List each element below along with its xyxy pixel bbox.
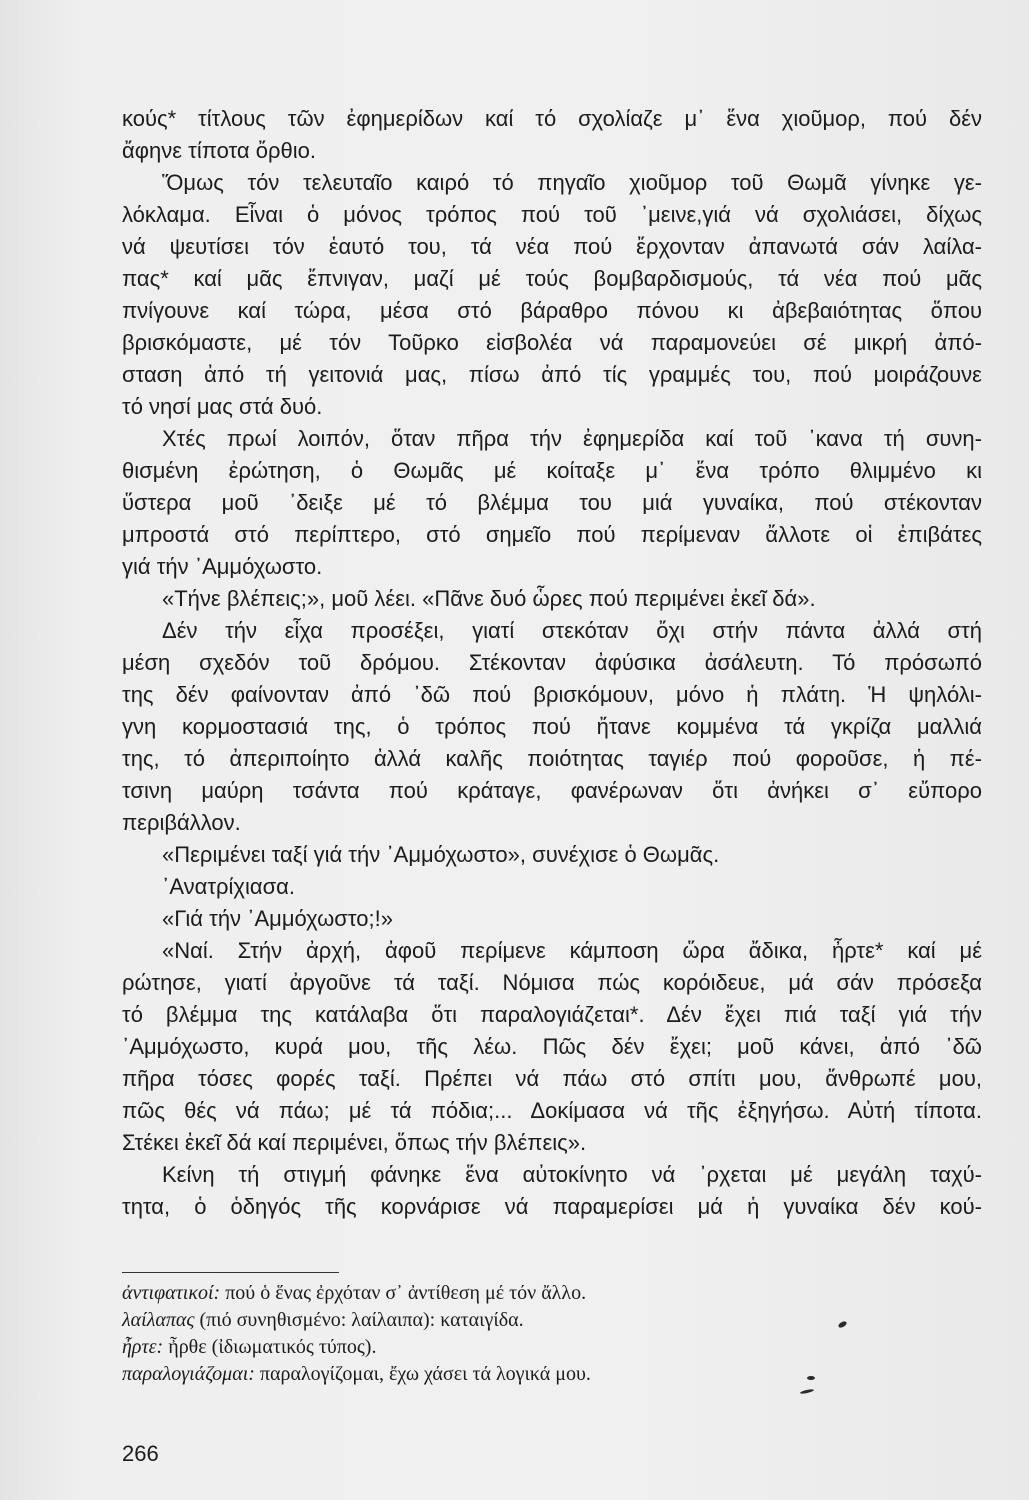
footnote-term: ἀντιφατικοί: bbox=[122, 1282, 221, 1304]
text-line: ᾽Αμμόχωστο, κυρά μου, τῆς λέω. Πῶς δέν ἔχει; μοῦ κάνει, ἀπό ᾽δῶ bbox=[122, 1034, 982, 1059]
text-line: πνίγουνε καί τώρα, μέσα στό βάραθρο πόνου κι ἀβεβαιότητας ὅπου bbox=[122, 298, 982, 323]
text-line: νά ψευτίσει τόν ἑαυτό του, τά νέα πού ἔρχονταν ἀπανωτά σάν λαίλα- bbox=[122, 234, 982, 259]
text-line: Κείνη τή στιγμή φάνηκε ἕνα αὐτοκίνητο νά ᾽ρχεται μέ μεγάλη ταχύ- bbox=[162, 1162, 982, 1187]
text-line: πῆρα τόσες φορές ταξί. Πρέπει νά πάω στό σπίτι μου, ἄνθρωπέ μου, bbox=[122, 1066, 982, 1091]
text-line: Δέν τήν εἶχα προσέξει, γιατί στεκόταν ὄχι στήν πάντα ἀλλά στή bbox=[162, 618, 982, 643]
footnote bbox=[122, 1307, 822, 1334]
text-line: τσινη μαύρη τσάντα πού κράταγε, φανέρωναν ὅτι ἀνήκει σ᾽ εὔπορο bbox=[122, 778, 982, 803]
footnote bbox=[122, 1280, 822, 1307]
text-line: γιά τήν ᾽Αμμόχωστο. bbox=[122, 554, 323, 579]
text-line: Χτές πρωί λοιπόν, ὅταν πῆρα τήν ἐφημερίδα καί τοῦ ᾽κανα τή συνη- bbox=[162, 426, 982, 451]
footnote-gloss: (πιό συνηθισμένο: λαίλαιπα): καταιγίδα. bbox=[194, 1309, 524, 1331]
text-line: πῶς θές νά πάω; μέ τά πόδια;... Δοκίμασα νά τῆς ἐξηγήσω. Αὐτή τίποτα. bbox=[122, 1098, 982, 1123]
text-line: ρώτησε, γιατί ἀργοῦνε τά ταξί. Νόμισα πώς κορόιδευε, μά σάν πρόσεξα bbox=[122, 970, 982, 995]
footnote-gloss: πού ὁ ἕνας ἐρχόταν σ᾽ ἀντίθεση μέ τόν ἄλλο. bbox=[220, 1282, 587, 1304]
footnote bbox=[122, 1361, 822, 1388]
body-text bbox=[122, 103, 982, 1223]
text-line: κούς* τίτλους τῶν ἐφημερίδων καί τό σχολίαζε μ᾽ ἕνα χιοῦμορ, πού δέν bbox=[122, 106, 982, 131]
text-line: λόκλαμα. Εἶναι ὁ μόνος τρόπος πού τοῦ ᾽μεινε,γιά νά σχολιάσει, δίχως bbox=[122, 202, 982, 227]
text-line: μπροστά στό περίπτερο, στό σημεῖο πού περίμεναν ἄλλοτε οἱ ἐπιβάτες bbox=[122, 522, 982, 547]
ink-mark bbox=[800, 1389, 814, 1395]
footnote-term: παραλογιάζομαι: bbox=[122, 1363, 255, 1385]
text-line: περιβάλλον. bbox=[122, 810, 241, 835]
footnote-divider bbox=[122, 1272, 339, 1273]
page-number: 266 bbox=[122, 1441, 159, 1466]
text-line: Ὅμως τόν τελευταῖο καιρό τό πηγαῖο χιοῦμορ τοῦ Θωμᾶ γίνηκε γε- bbox=[162, 170, 982, 195]
text-line: «Ναί. Στήν ἀρχή, ἀφοῦ περίμενε κάμποση ὥρα ἄδικα, ἦρτε* καί μέ bbox=[162, 938, 982, 963]
text-line: ᾽Ανατρίχιασα. bbox=[162, 874, 295, 899]
footnote-term: ἦρτε: bbox=[122, 1336, 164, 1358]
text-line: της, τό ἀπεριποίητο ἀλλά καλῆς ποιότητας ταγιέρ πού φοροῦσε, ἡ πέ- bbox=[122, 746, 982, 771]
text-line: «Τήνε βλέπεις;», μοῦ λέει. «Πᾶνε δυό ὧρες πού περιμένει ἐκεῖ δά». bbox=[162, 586, 816, 611]
footnote-gloss: παραλογίζομαι, ἔχω χάσει τά λογικά μου. bbox=[254, 1363, 591, 1385]
text-line: γνη κορμοστασιά της, ὁ τρόπος πού ἤτανε κομμένα τά γκρίζα μαλλιά bbox=[122, 714, 982, 739]
footnote-term: λαίλαπας bbox=[122, 1309, 195, 1331]
footnote bbox=[122, 1334, 822, 1361]
text-line: ὕστερα μοῦ ᾽δειξε μέ τό βλέμμα του μιά γυναίκα, πού στέκονταν bbox=[122, 490, 982, 515]
text-line: Στέκει ἐκεῖ δά καί περιμένει, ὅπως τήν βλέπεις». bbox=[122, 1130, 587, 1155]
text-line: πας* καί μᾶς ἔπνιγαν, μαζί μέ τούς βομβαρδισμούς, τά νέα πού μᾶς bbox=[122, 266, 982, 291]
text-line: «Περιμένει ταξί γιά τήν ᾽Αμμόχωστο», συνέχισε ὁ Θωμᾶς. bbox=[162, 842, 720, 867]
text-line: ἄφηνε τίποτα ὄρθιο. bbox=[122, 138, 316, 163]
text-line: τητα, ὁ ὁδηγός τῆς κορνάρισε νά παραμερίσει μά ἡ γυναίκα δέν κού- bbox=[122, 1194, 982, 1219]
text-line: θισμένη ἐρώτηση, ὁ Θωμᾶς μέ κοίταξε μ᾽ ἕνα τρόπο θλιμμένο κι bbox=[122, 458, 982, 483]
footnotes bbox=[122, 1280, 822, 1388]
text-line: τό νησί μας στά δυό. bbox=[122, 394, 323, 419]
text-line: βρισκόμαστε, μέ τόν Τοῦρκο εἰσβολέα νά παραμονεύει σέ μικρή ἀπό- bbox=[122, 330, 982, 355]
text-line: της δέν φαίνονταν ἀπό ᾽δῶ πού βρισκόμουν, μόνο ἡ πλάτη. Ἡ ψηλόλι- bbox=[122, 682, 982, 707]
ink-mark bbox=[807, 1376, 815, 1380]
ink-mark bbox=[837, 1320, 847, 1329]
text-line: μέση σχεδόν τοῦ δρόμου. Στέκονταν ἀφύσικα ἀσάλευτη. Τό πρόσωπό bbox=[122, 650, 982, 675]
footnote-gloss: ἦρθε (ἰδιωματικός τύπος). bbox=[163, 1336, 377, 1358]
text-line: τό βλέμμα της κατάλαβα ὅτι παραλογιάζεται*. Δέν ἔχει πιά ταξί γιά τήν bbox=[122, 1002, 982, 1027]
text-line: «Γιά τήν ᾽Αμμόχωστο;!» bbox=[162, 906, 393, 931]
text-line: σταση ἀπό τή γειτονιά μας, πίσω ἀπό τίς γραμμές του, πού μοιράζουνε bbox=[122, 362, 982, 387]
